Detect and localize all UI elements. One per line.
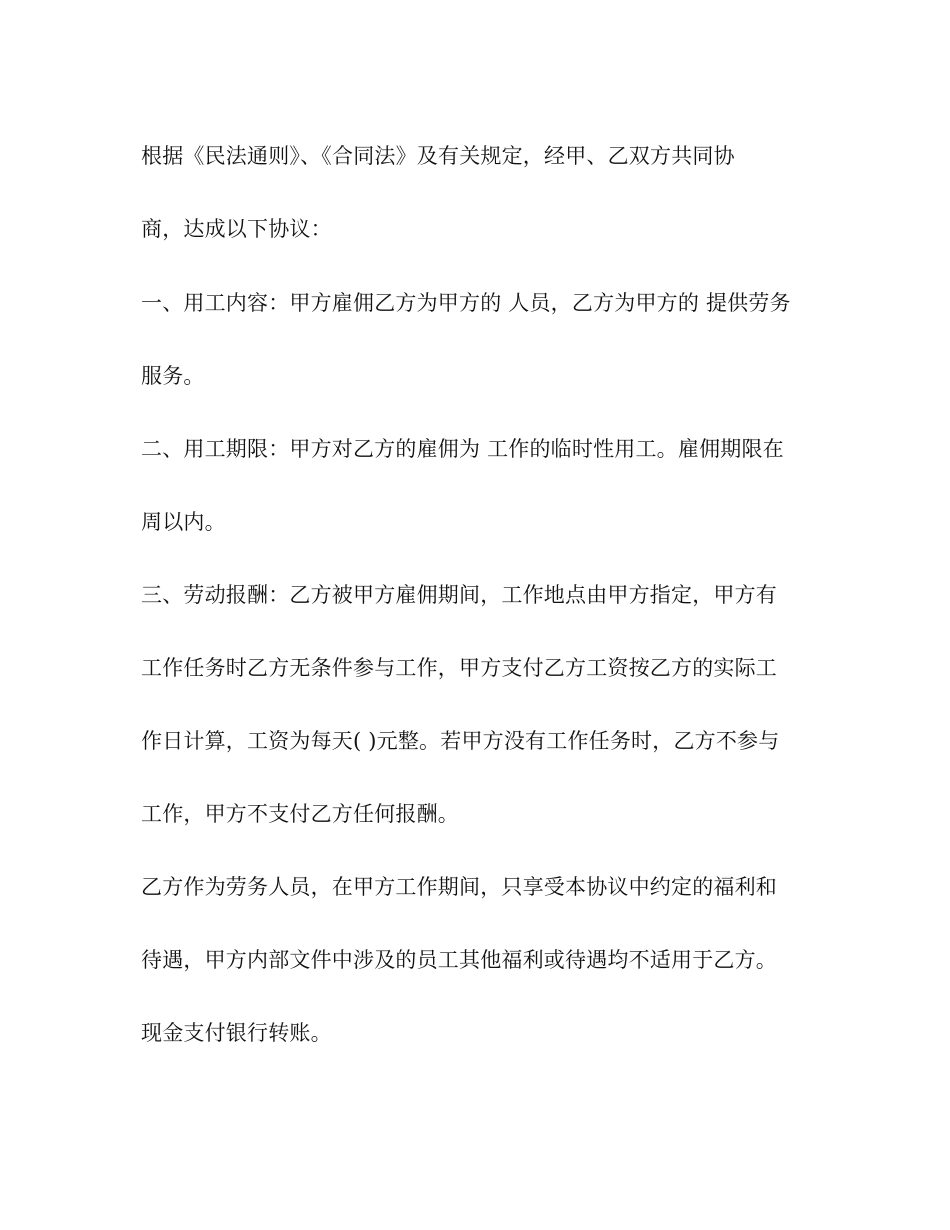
text-line: 三、劳动报酬：乙方被甲方雇佣期间，工作地点由甲方指定，甲方有 (141, 583, 777, 607)
text-line: 二、用工期限：甲方对乙方的雇佣为 工作的临时性用工。雇佣期限在 (141, 437, 784, 461)
text-line: 工作，甲方不支付乙方任何报酬。 (141, 802, 459, 826)
text-line: 商，达成以下协议： (141, 217, 332, 241)
text-line: 工作任务时乙方无条件参与工作，甲方支付乙方工资按乙方的实际工 (141, 656, 777, 680)
text-line: 乙方作为劳务人员，在甲方工作期间，只享受本协议中约定的福利和 (141, 875, 777, 899)
text-line: 根据《民法通则》、《合同法》及有关规定，经甲、乙双方共同协 (141, 144, 735, 168)
text-line: 周以内。 (141, 510, 226, 534)
text-line: 一、用工内容：甲方雇佣乙方为甲方的 人员，乙方为甲方的 提供劳务 (141, 291, 791, 315)
text-line: 作日计算，工资为每天( )元整。若甲方没有工作任务时，乙方不参与 (141, 729, 780, 753)
text-line: 待遇，甲方内部文件中涉及的员工其他福利或待遇均不适用于乙方。 (141, 948, 777, 972)
text-line: 现金支付银行转账。 (141, 1021, 332, 1045)
text-line: 服务。 (141, 364, 205, 388)
